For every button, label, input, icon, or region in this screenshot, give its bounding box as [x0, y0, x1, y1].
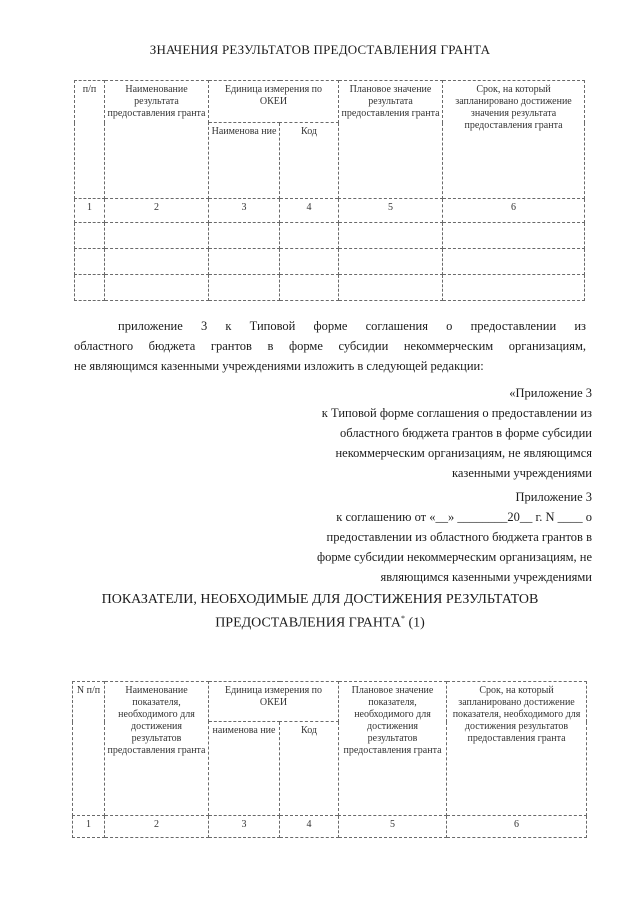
table-row [75, 249, 585, 275]
header-term: Срок, на который запланировано достижение значения результата предоставления гранта [443, 81, 585, 199]
header-unit: Единица измерения по ОКЕИ [209, 81, 339, 123]
column-number: 3 [209, 816, 280, 838]
empty-cell [75, 275, 105, 301]
header-plan-value: Плановое значение результата предоставления гранта [339, 81, 443, 199]
section-title-indicators [0, 590, 640, 633]
paragraph-line: приложение 3 к Типовой форме соглашения о предоставлении из [118, 319, 586, 333]
appendix-line: областного бюджета грантов в форме субсидии [340, 426, 592, 440]
appendix-line: к соглашению от «__» ________20__ г. N ____ о [336, 510, 592, 524]
appendix-line: к Типовой форме соглашения о предоставлении из [321, 406, 592, 420]
header-unit-name: Наименова ние [209, 123, 280, 199]
agreement-appendix-heading [317, 487, 592, 587]
empty-cell [280, 275, 339, 301]
paragraph-line: областного бюджета грантов в форме субсидии некоммерческим организациям, [74, 339, 586, 353]
empty-cell [209, 249, 280, 275]
empty-cell [339, 275, 443, 301]
column-number: 6 [447, 816, 587, 838]
column-number: 1 [73, 816, 105, 838]
title-line: ПОКАЗАТЕЛИ, НЕОБХОДИМЫЕ ДЛЯ ДОСТИЖЕНИЯ РЕЗУЛЬТАТОВ [101, 592, 539, 607]
table-row [75, 223, 585, 249]
empty-cell [75, 249, 105, 275]
header-unit: Единица измерения по ОКЕИ [209, 682, 339, 722]
appendix-line: Приложение 3 [515, 490, 592, 504]
appendix-line: форме субсидии некоммерческим организациям, не [317, 550, 592, 564]
empty-cell [75, 223, 105, 249]
empty-cell [105, 223, 209, 249]
empty-cell [209, 223, 280, 249]
column-number: 6 [443, 199, 585, 223]
header-number: N п/п [73, 682, 105, 816]
column-number: 4 [280, 199, 339, 223]
section-title-grant-results: ЗНАЧЕНИЯ РЕЗУЛЬТАТОВ ПРЕДОСТАВЛЕНИЯ ГРАНТА [149, 42, 491, 57]
column-number: 1 [75, 199, 105, 223]
empty-cell [443, 275, 585, 301]
paragraph-line: не являющимся казенными учреждениями изложить в следующей редакции: [74, 359, 484, 373]
column-number: 3 [209, 199, 280, 223]
empty-cell [105, 275, 209, 301]
appendix-line: предоставлении из областного бюджета грантов в [326, 530, 592, 544]
header-result-name: Наименование результата предоставления гранта [105, 81, 209, 199]
title-line [0, 609, 640, 633]
empty-cell [339, 249, 443, 275]
column-number: 2 [105, 816, 209, 838]
header-unit-code: Код [280, 722, 339, 816]
header-plan-value: Плановое значение показателя, необходимого для достижения результатов предоставления гранта [339, 682, 447, 816]
column-number: 2 [105, 199, 209, 223]
footnote-ref: (1) [408, 615, 425, 631]
header-indicator-name: Наименование показателя, необходимого для достижения результатов предоставления гранта [105, 682, 209, 816]
table-header-row [75, 81, 585, 123]
table-row [75, 275, 585, 301]
appendix-line: некоммерческим организациям, не являющимся [335, 446, 592, 460]
appendix-line: казенными учреждениями [451, 466, 592, 480]
table-header-row [73, 682, 587, 722]
header-term: Срок, на который запланировано достижение показателя, необходимого для достижения результатов предоставления гранта [447, 682, 587, 816]
empty-cell [280, 223, 339, 249]
empty-cell [339, 223, 443, 249]
empty-cell [209, 275, 280, 301]
indicators-table [72, 681, 587, 838]
header-unit-name: наименова ние [209, 722, 280, 816]
amendment-paragraph [74, 316, 586, 376]
footnote-star: * [400, 614, 405, 623]
table-row [75, 199, 585, 223]
column-number: 4 [280, 816, 339, 838]
empty-cell [443, 223, 585, 249]
header-unit-code: Код [280, 123, 339, 199]
appendix-line: являющимся казенными учреждениями [380, 570, 592, 584]
empty-cell [443, 249, 585, 275]
appendix-heading [322, 383, 592, 483]
empty-cell [105, 249, 209, 275]
appendix-line: «Приложение 3 [509, 386, 592, 400]
column-number: 5 [339, 199, 443, 223]
title-text: ПРЕДОСТАВЛЕНИЯ ГРАНТА [215, 615, 401, 631]
column-number: 5 [339, 816, 447, 838]
grant-results-table [74, 80, 585, 301]
table-row [73, 816, 587, 838]
header-number: п/п [75, 81, 105, 199]
empty-cell [280, 249, 339, 275]
